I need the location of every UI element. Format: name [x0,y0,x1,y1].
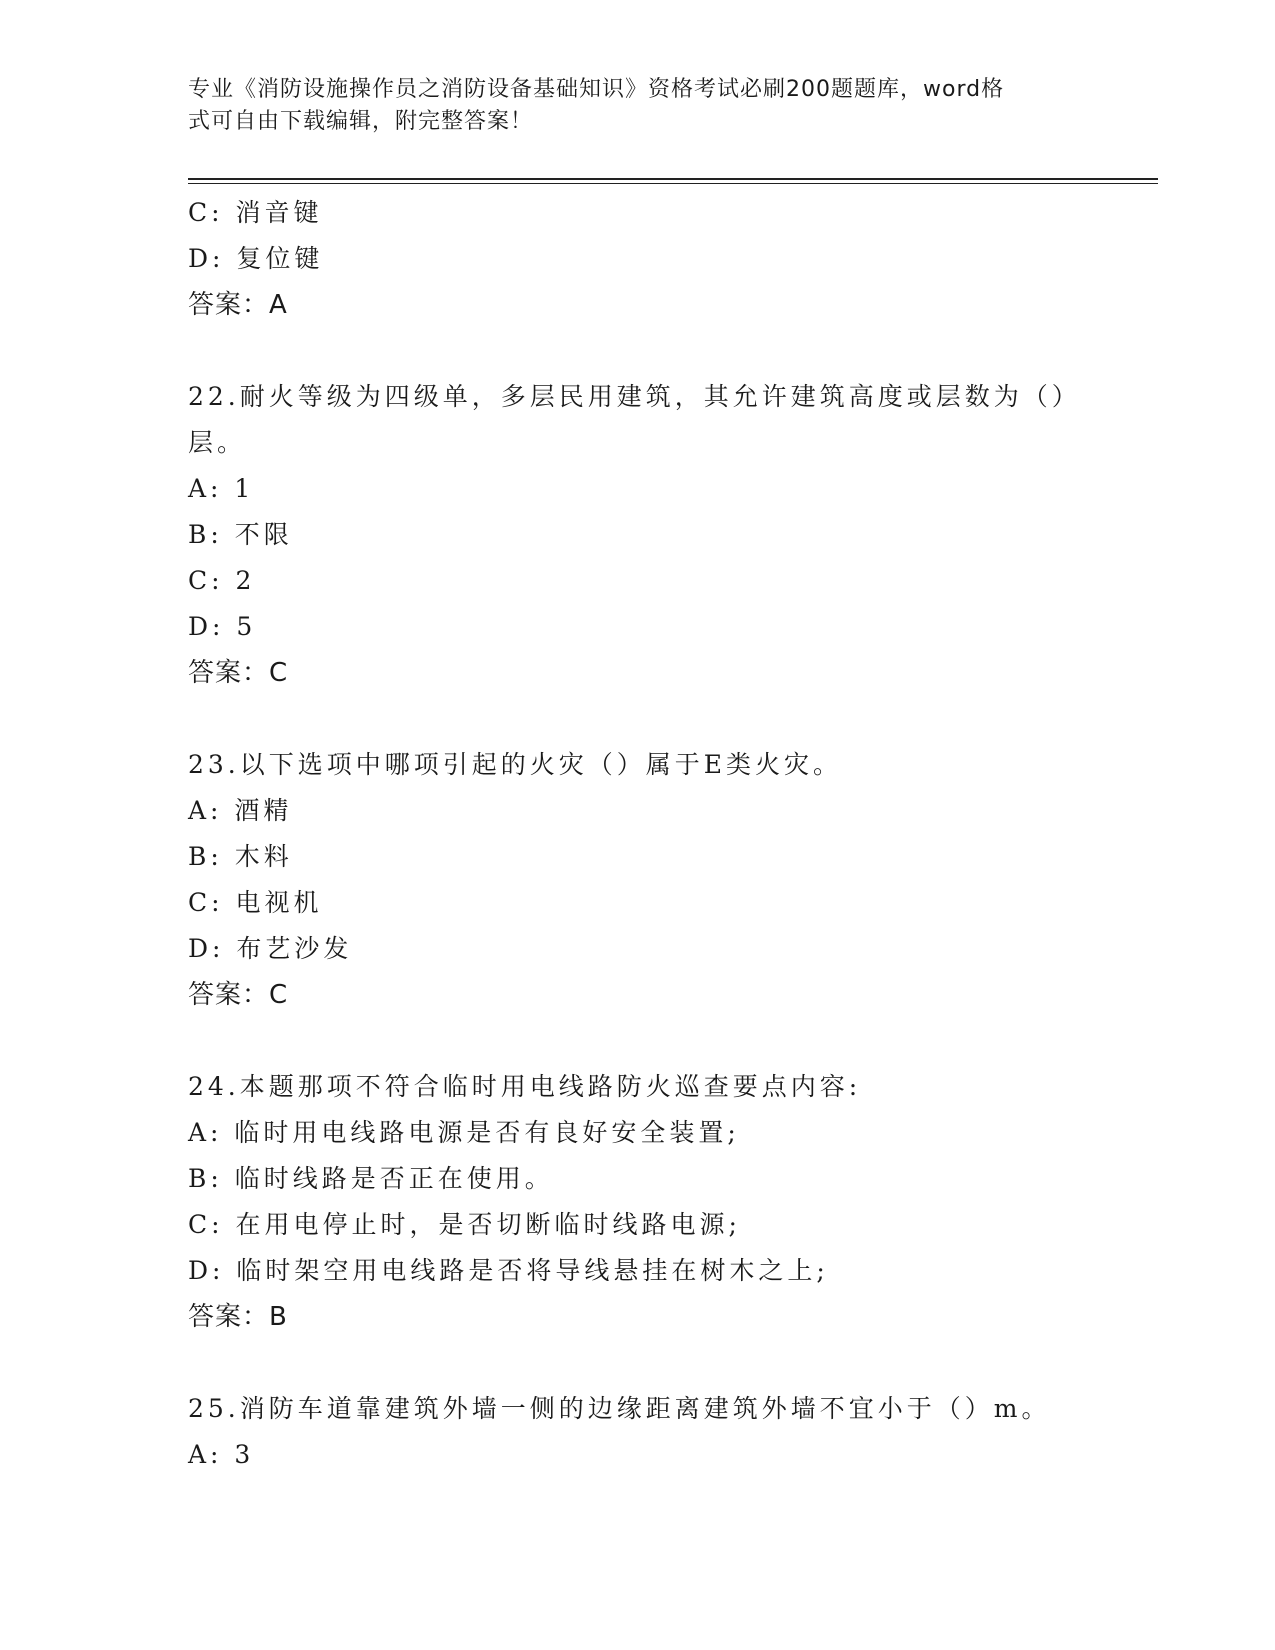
option-c: C: 消音键 [188,198,323,227]
question-25 [188,1386,1088,1478]
header-title-line-1: 专业《消防设施操作员之消防设备基础知识》资格考试必刷200题题库，word格 [188,77,1005,102]
option-d: D: 布艺沙发 [188,934,353,963]
option-d: D: 5 [188,612,257,641]
option-a: A: 1 [188,474,255,503]
question-text-line-1: 22.耐火等级为四级单，多层民用建筑，其允许建筑高度或层数为（） [188,382,1081,411]
question-text: 23.以下选项中哪项引起的火灾（）属于E类火灾。 [188,750,843,779]
answer-line: 答案：C [188,980,289,1010]
header-title-line-2: 式可自由下载编辑，附完整答案！ [188,109,534,134]
question-text: 25.消防车道靠建筑外墙一侧的边缘距离建筑外墙不宜小于（）m。 [188,1394,1051,1423]
answer-line: 答案：A [188,290,288,320]
question-list [188,190,1088,1478]
header-divider-thick [188,178,1158,180]
option-d: D: 临时架空用电线路是否将导线悬挂在树木之上; [188,1256,829,1285]
option-b: B: 不限 [188,520,293,549]
option-d: D: 复位键 [188,244,324,273]
option-b: B: 木料 [188,842,293,871]
question-24 [188,1064,1088,1340]
option-b: B: 临时线路是否正在使用。 [188,1164,554,1193]
question-21-tail [188,190,1088,328]
answer-line: 答案：B [188,1302,288,1332]
question-text-line-2: 层。 [188,428,247,457]
header-divider-thin [188,183,1158,184]
spacer [188,1340,1088,1386]
option-a: A: 临时用电线路电源是否有良好安全装置; [188,1118,740,1147]
option-c: C: 电视机 [188,888,323,917]
question-text: 24.本题那项不符合临时用电线路防火巡查要点内容: [188,1072,862,1101]
spacer [188,696,1088,742]
option-a: A: 酒精 [188,796,293,825]
spacer [188,328,1088,374]
option-a: A: 3 [188,1440,255,1469]
question-22 [188,374,1088,696]
spacer [188,1018,1088,1064]
option-c: C: 2 [188,566,256,595]
option-c: C: 在用电停止时，是否切断临时线路电源; [188,1210,741,1239]
document-header [188,74,1068,138]
answer-line: 答案：C [188,658,289,688]
question-23 [188,742,1088,1018]
